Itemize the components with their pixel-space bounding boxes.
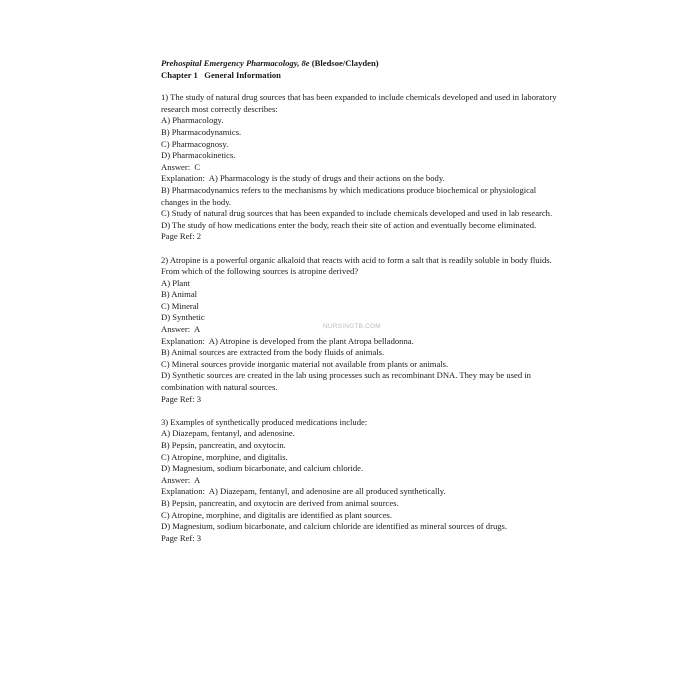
explanation-line: Explanation: A) Atropine is developed from the plant Atropa belladonna. — [161, 335, 414, 346]
explanation-line: Explanation: A) Pharmacology is the study of drugs and their actions on the body. — [161, 173, 445, 184]
explanation-line: B) Animal sources are extracted from the body fluids of animals. — [161, 347, 385, 358]
answer-option: C) Atropine, morphine, and digitalis. — [161, 451, 288, 462]
page-reference: Page Ref: 2 — [161, 231, 202, 242]
book-title — [161, 58, 561, 70]
answer-option: D) Magnesium, sodium bicarbonate, and calcium chloride. — [161, 463, 364, 474]
answer-option: C) Mineral — [161, 300, 199, 311]
answer-option: A) Diazepam, fentanyl, and adenosine. — [161, 428, 295, 439]
correct-answer: Answer: C — [161, 161, 201, 172]
explanation-line: D) Magnesium, sodium bicarbonate, and calcium chloride are identified as mineral sources of drugs. — [161, 521, 508, 532]
explanation-line: D) The study of how medications enter the body, reach their site of action and eventually become eliminated. — [161, 219, 537, 230]
correct-answer: Answer: A — [161, 324, 201, 335]
page-reference: Page Ref: 3 — [161, 393, 202, 404]
question-block — [161, 417, 561, 545]
correct-answer: Answer: A — [161, 474, 201, 485]
answer-option: A) Pharmacology. — [161, 115, 224, 126]
question-stem: 3) Examples of synthetically produced medications include: — [161, 416, 368, 427]
page-reference: Page Ref: 3 — [161, 532, 202, 543]
answer-option: B) Pharmacodynamics. — [161, 126, 242, 137]
document-page — [161, 58, 561, 556]
book-title-authors: (Bledsoe/Clayden) — [309, 58, 379, 68]
book-title-name: Prehospital Emergency Pharmacology, 8e — [161, 58, 310, 68]
explanation-line: D) Synthetic sources are created in the lab using processes such as recombinant DNA. They may be used in combination with natural sources. — [161, 370, 531, 393]
watermark: NURSINGTB.COM — [323, 323, 381, 330]
question-block — [161, 92, 561, 243]
answer-option: A) Plant — [161, 277, 190, 288]
explanation-line: C) Mineral sources provide inorganic material not available from plants or animals. — [161, 358, 449, 369]
answer-option: D) Synthetic — [161, 312, 205, 323]
answer-option: C) Pharmacognosy. — [161, 138, 229, 149]
chapter-title: Chapter 1 General Information — [161, 69, 281, 80]
question-stem: 1) The study of natural drug sources that has been expanded to include chemicals developed and used in laboratory research most correctly describes: — [161, 92, 557, 114]
question-stem: 2) Atropine is a powerful organic alkaloid that reacts with acid to form a salt that is readily soluble in body fluids. From which of the following sources is atropine derived? — [161, 254, 552, 277]
answer-option: B) Animal — [161, 289, 198, 300]
explanation-line: B) Pharmacodynamics refers to the mechanisms by which medications produce biochemical or physiological changes in the body. — [161, 184, 537, 207]
explanation-line: B) Pepsin, pancreatin, and oxytocin are derived from animal sources. — [161, 497, 399, 508]
explanation-line: C) Atropine, morphine, and digitalis are identified as plant sources. — [161, 509, 393, 520]
explanation-line: C) Study of natural drug sources that has been expanded to include chemicals developed and used in lab research. — [161, 208, 553, 219]
answer-option: D) Pharmacokinetics. — [161, 150, 236, 161]
answer-option: B) Pepsin, pancreatin, and oxytocin. — [161, 440, 286, 450]
explanation-line: Explanation: A) Diazepam, fentanyl, and adenosine are all produced synthetically. — [161, 486, 446, 497]
